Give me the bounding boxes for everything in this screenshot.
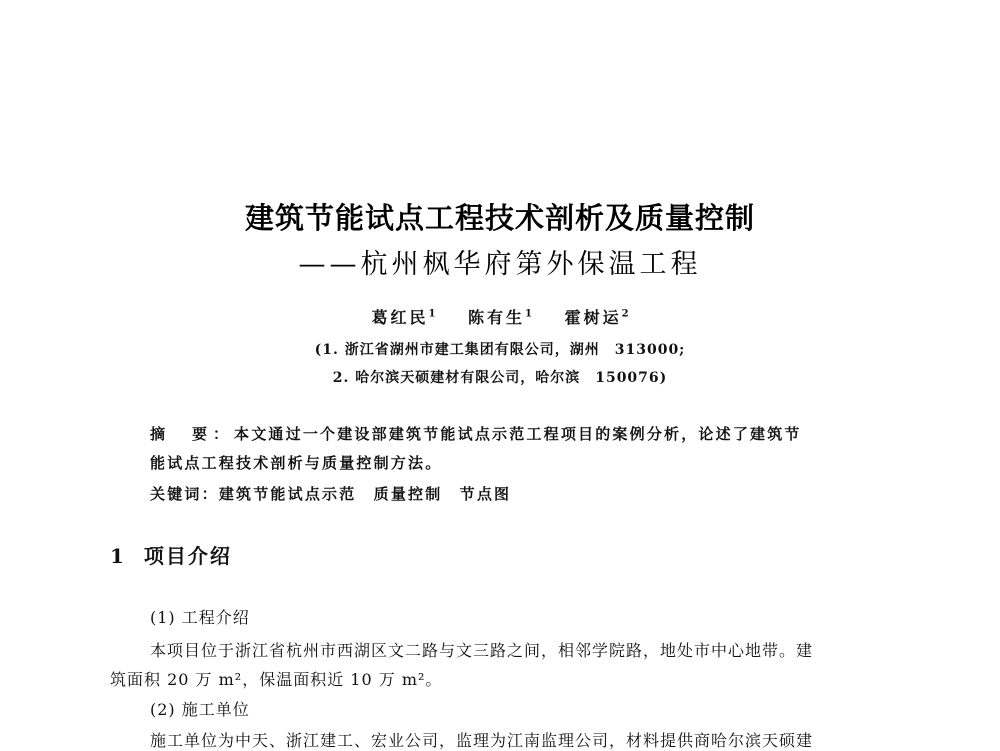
paper-title: 建筑节能试点工程技术剖析及质量控制 [244, 201, 755, 235]
abstract-label: 摘 要： [150, 425, 235, 443]
section-title: 项目介绍 [143, 544, 232, 568]
author [371, 308, 435, 327]
paragraph-line: 施工单位为中天、浙江建工、宏业公司，监理为江南监理公司，材料提供商哈尔滨天硕建 [150, 731, 814, 750]
keywords-label: 关键词： [150, 485, 219, 503]
abstract-text: 本文通过一个建设部建筑节能试点示范工程项目的案例分析，论述了建筑节 [234, 425, 802, 443]
affiliation-line: (1. 浙江省湖州市建工集团有限公司，湖州 313000; [314, 342, 686, 358]
section-heading [110, 540, 232, 569]
author-name: 霍树运 [564, 308, 622, 327]
section-number: 1 [110, 544, 126, 568]
author-affiliation-mark: 1 [525, 308, 532, 320]
affiliation-line: 2. 哈尔滨天硕建材有限公司，哈尔滨 150076) [332, 370, 668, 386]
keywords-text: 建筑节能试点示范 质量控制 节点图 [218, 485, 512, 503]
keywords-line [150, 483, 511, 504]
author-affiliation-mark: 1 [428, 308, 436, 320]
paragraph-line: 本项目位于浙江省杭州市西湖区文二路与文三路之间，相邻学院路，地处市中心地带。建 [150, 641, 814, 660]
author-name: 陈有生 [468, 308, 526, 327]
abstract-line: 能试点工程技术剖析与质量控制方法。 [150, 454, 443, 472]
author-list [0, 305, 1000, 328]
subsection-heading: (1) 工程介绍 [150, 608, 250, 627]
subsection-heading: (2) 施工单位 [150, 700, 250, 719]
author-name: 葛红民 [371, 308, 429, 327]
author [565, 308, 629, 327]
author [468, 308, 532, 327]
author-affiliation-mark: 2 [621, 308, 629, 320]
abstract-line [150, 423, 802, 444]
paper-subtitle: ——杭州枫华府第外保温工程 [298, 249, 702, 280]
paragraph-line: 筑面积 20 万 m²，保温面积近 10 万 m²。 [110, 670, 443, 689]
